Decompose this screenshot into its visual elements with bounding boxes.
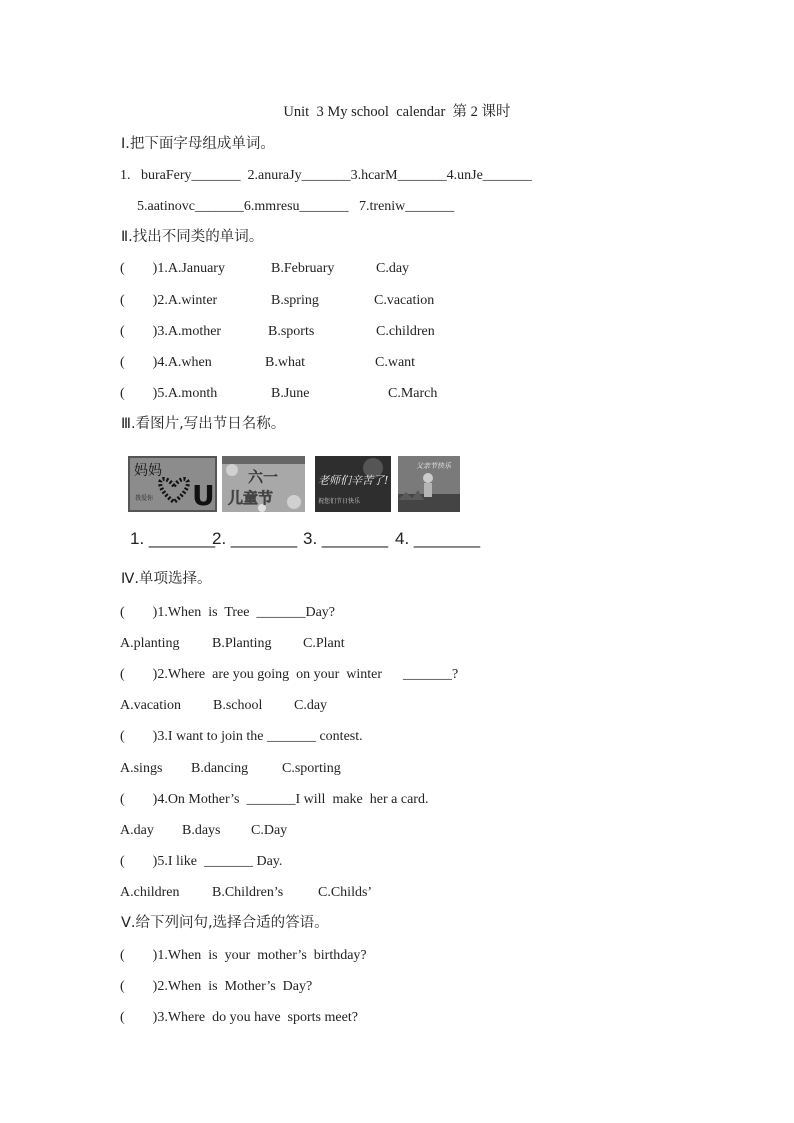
part5-q3: ( )3.Where do you have sports meet? <box>120 1010 358 1025</box>
part4-q2-a: A.vacation <box>120 698 182 713</box>
festival-blank-4: 4. _______ <box>395 529 481 548</box>
section-1-heading: Ⅰ.把下面字母组成单词。 <box>121 136 275 152</box>
part4-q5-a: A.children <box>120 885 180 900</box>
section-4-heading: Ⅳ.单项选择。 <box>121 571 212 587</box>
part4-q5-c: C.Childs’ <box>318 885 373 900</box>
festival-blank-3: 3. _______ <box>303 529 389 548</box>
section-3-heading: Ⅲ.看图片,写出节日名称。 <box>121 416 286 432</box>
part2-q1-b: B.February <box>271 261 335 276</box>
part2-q1-c: C.day <box>376 261 410 276</box>
pic3-text: 老师们辛苦了! <box>318 474 389 487</box>
childrens-day-picture <box>222 456 305 512</box>
pic1-letter: U <box>192 479 215 512</box>
part4-q1-c: C.Plant <box>303 636 345 651</box>
section-2-heading: Ⅱ.找出不同类的单词。 <box>121 229 264 245</box>
pic4-text: 父亲节快乐 <box>416 462 451 470</box>
part1-line-2: 5.aatinovc_______6.mmresu_______ 7.treniw_______ <box>137 199 455 214</box>
fathers-day-picture <box>398 456 460 512</box>
part4-q2-c: C.day <box>294 698 328 713</box>
part4-q3-c: C.sporting <box>282 761 341 776</box>
part2-q3-b: B.sports <box>268 324 315 339</box>
part2-q5-b: B.June <box>271 386 310 401</box>
part4-q2: ( )2.Where are you going on your winter _______? <box>120 667 459 682</box>
part4-q4-a: A.day <box>120 823 154 838</box>
part2-q4-b: B.what <box>265 355 306 370</box>
pic2-text-bottom: 儿童节 <box>228 489 274 507</box>
part4-q5: ( )5.I like _______ Day. <box>120 854 283 869</box>
part4-q3: ( )3.I want to join the _______ contest. <box>120 729 363 744</box>
part2-q5: ( )5.A.month <box>120 386 218 401</box>
pic2-text-top: 六一 <box>248 468 279 486</box>
part4-q2-b: B.school <box>213 698 263 713</box>
part2-q3: ( )3.A.mother <box>120 324 222 339</box>
festival-blank-2: 2. _______ <box>212 529 298 548</box>
part2-q4-c: C.want <box>375 355 416 370</box>
part5-q1: ( )1.When is your mother’s birthday? <box>120 948 367 963</box>
part4-q4-b: B.days <box>182 823 221 838</box>
part1-line-1: 1. buraFery_______ 2.anuraJy_______3.hcarM_______4.unJe_______ <box>120 168 532 183</box>
part2-q2: ( )2.A.winter <box>120 293 218 308</box>
childrens-day-image <box>222 456 305 512</box>
part4-q3-b: B.dancing <box>191 761 249 776</box>
page-title: Unit 3 My school calendar 第 2 课时 <box>283 104 511 120</box>
teachers-day-picture <box>315 456 391 512</box>
part4-q4: ( )4.On Mother’s _______I will make her a card. <box>120 792 429 807</box>
part4-q1-b: B.Planting <box>212 636 272 651</box>
part2-q5-c: C.March <box>388 386 438 401</box>
part4-q5-b: B.Children’s <box>212 885 284 900</box>
festival-blank-1: 1. _______ <box>130 529 216 548</box>
pic1-text-mid: 我爱你 <box>135 495 154 502</box>
part2-q3-c: C.children <box>376 324 435 339</box>
part2-q2-c: C.vacation <box>374 293 435 308</box>
mothers-day-image <box>128 456 217 512</box>
pic3-sub: 祝您们节日快乐 <box>318 498 361 505</box>
part5-q2: ( )2.When is Mother’s Day? <box>120 979 313 994</box>
part4-q3-a: A.sings <box>120 761 163 776</box>
teachers-day-image <box>315 456 391 512</box>
part4-q1: ( )1.When is Tree _______Day? <box>120 605 336 620</box>
part2-q2-b: B.spring <box>271 293 319 308</box>
part2-q4: ( )4.A.when <box>120 355 212 370</box>
part2-q1: ( )1.A.January <box>120 261 225 276</box>
section-5-heading: Ⅴ.给下列问句,选择合适的答语。 <box>121 915 329 931</box>
fathers-day-image <box>398 456 460 512</box>
part4-q1-a: A.planting <box>120 636 180 651</box>
part4-q4-c: C.Day <box>251 823 288 838</box>
mothers-day-picture <box>128 456 217 512</box>
pic1-text-top: 妈妈 <box>134 463 162 479</box>
